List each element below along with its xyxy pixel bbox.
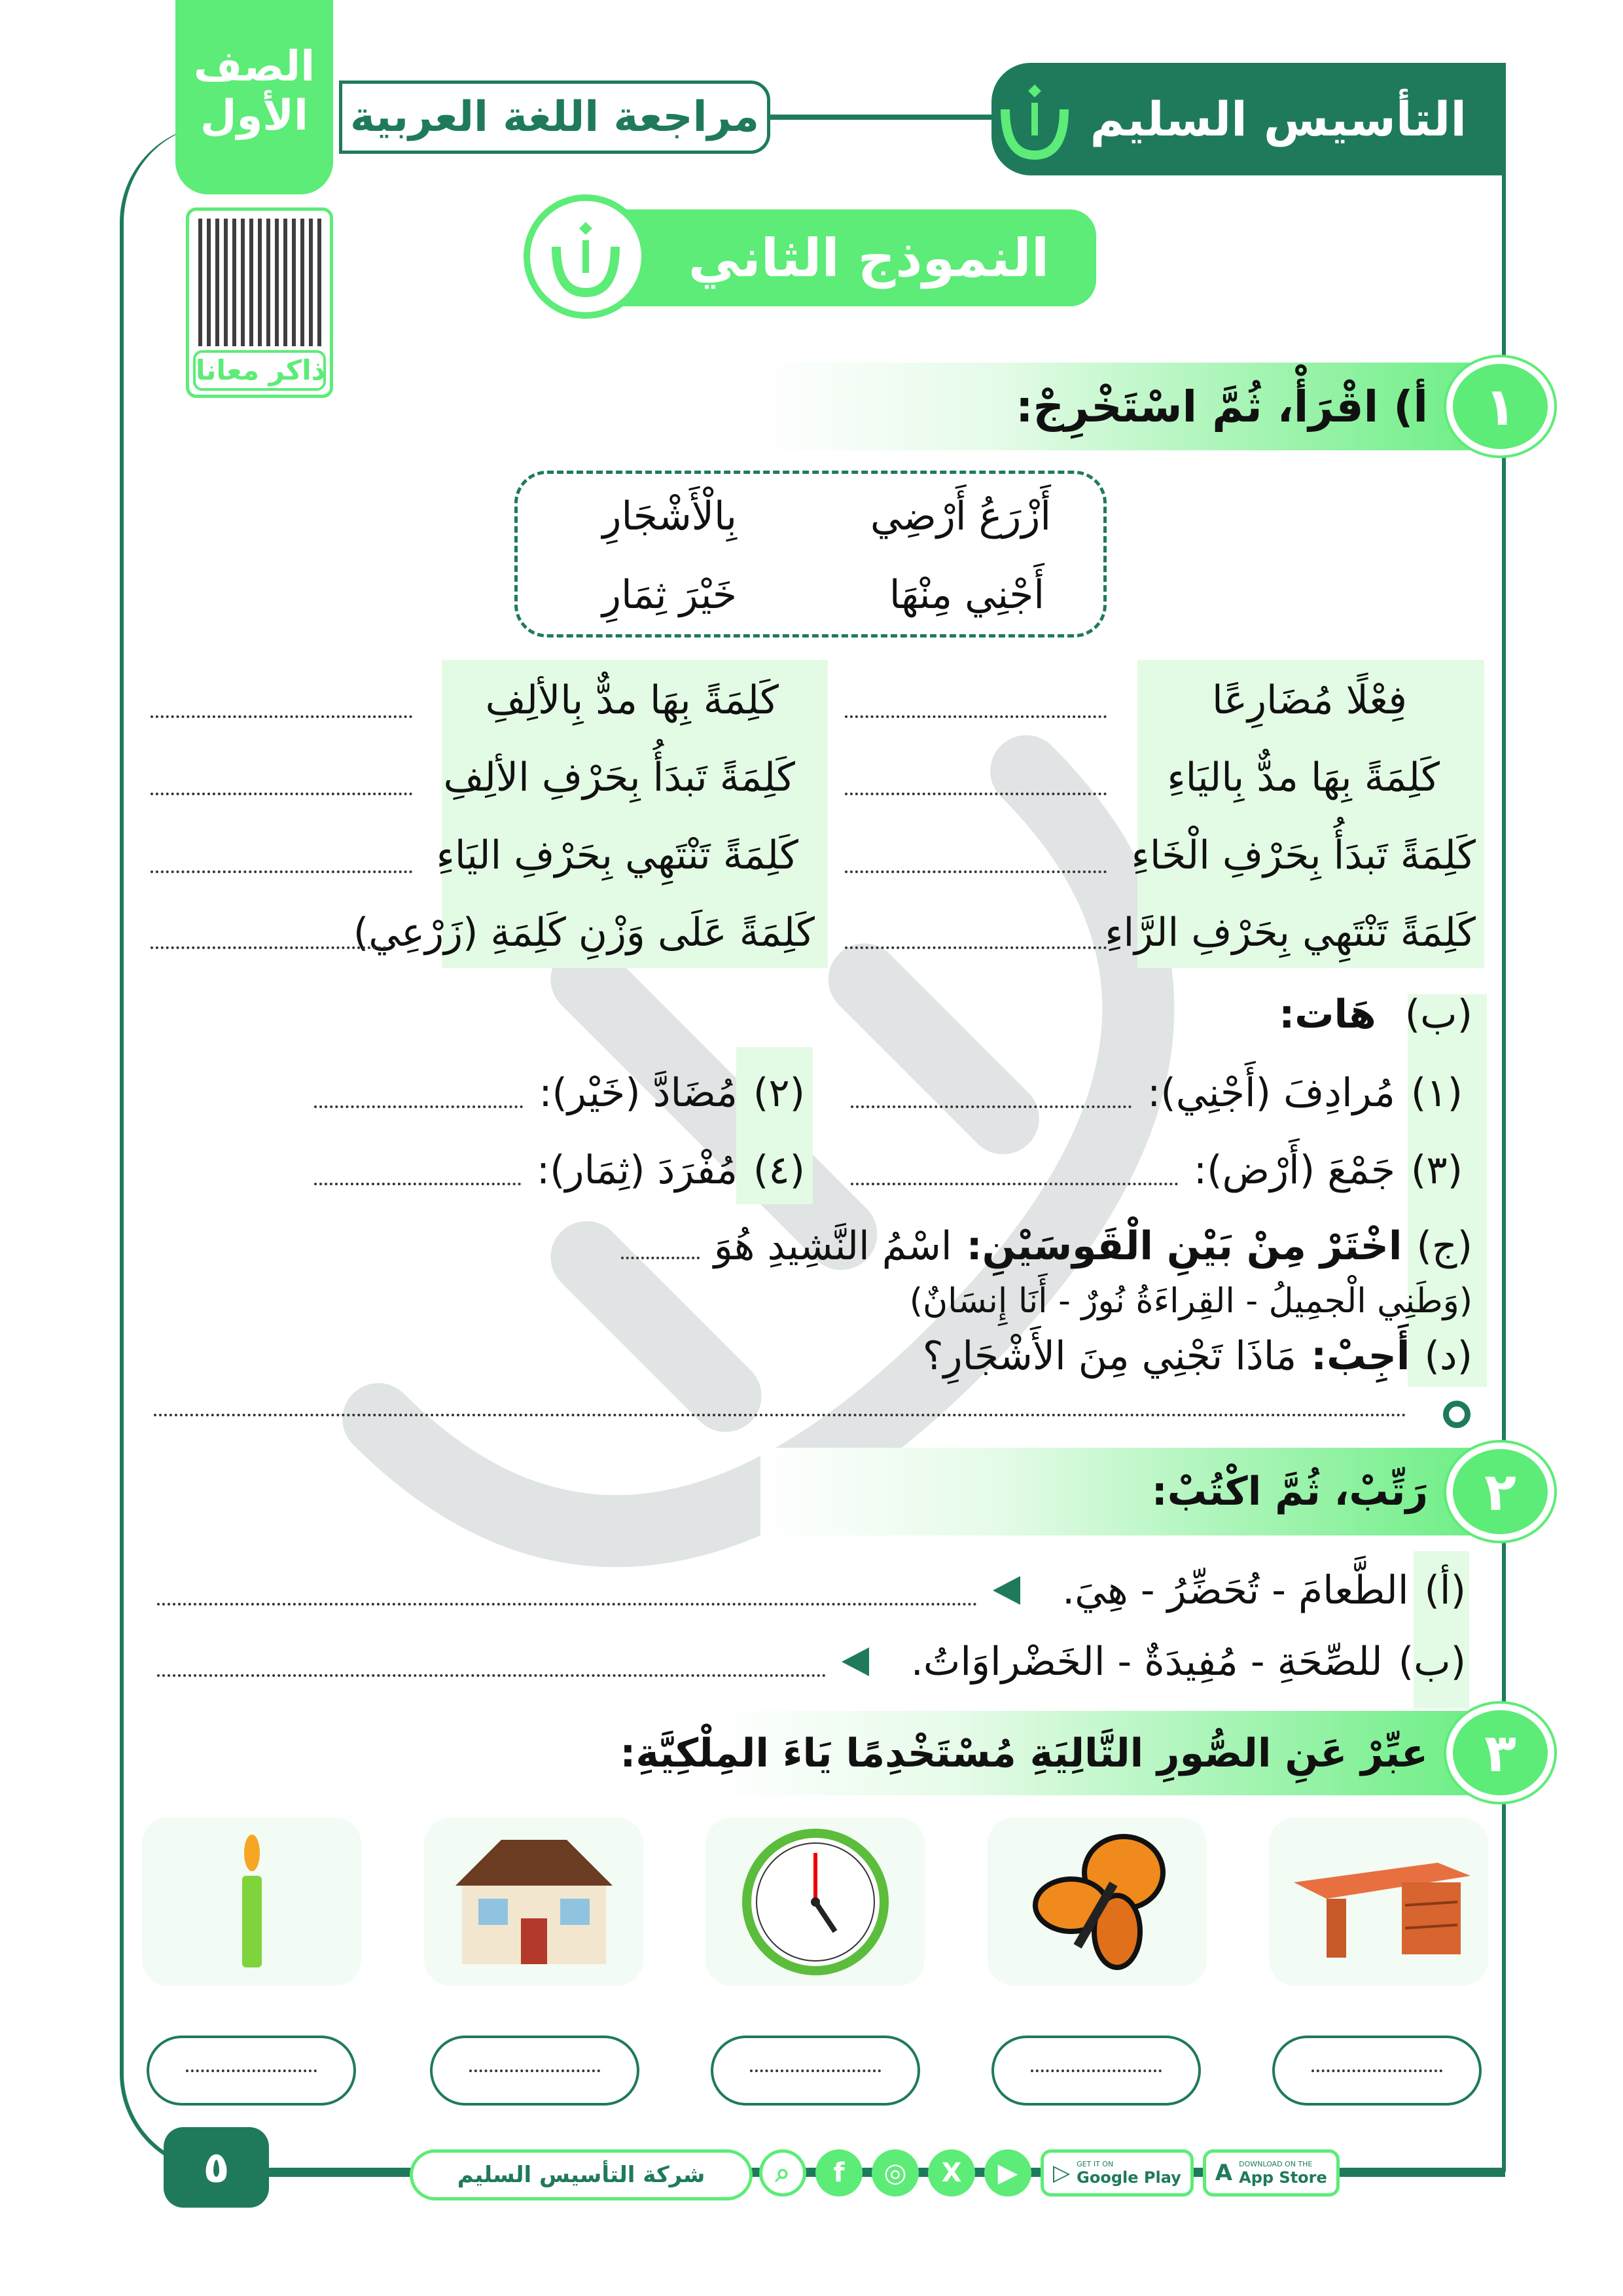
answer-line: [1311, 2070, 1442, 2072]
qr-code[interactable]: [186, 207, 333, 398]
app-store-icon: A: [1215, 2160, 1233, 2186]
answer-line[interactable]: [151, 946, 386, 949]
item-number: (١): [1410, 1070, 1463, 1116]
answer-field[interactable]: [147, 2036, 356, 2106]
section3-number: ٣: [1446, 1704, 1554, 1802]
prompt: فِعْلًا مُضَارِعًا: [1211, 677, 1407, 723]
item-text: للصِّحَةِ - مُفِيدَةٌ - الخَضْراوَاتُ.: [910, 1639, 1383, 1685]
brand-logo-icon: [999, 77, 1071, 162]
search-icon[interactable]: ⌕: [759, 2149, 806, 2197]
badge-label: Google Play: [1077, 2168, 1181, 2187]
answer-line[interactable]: [157, 1603, 977, 1605]
badge-small: DOWNLOAD ON THE: [1239, 2159, 1313, 2168]
instagram-icon[interactable]: ◎: [872, 2149, 919, 2197]
desk-image: [1269, 1818, 1488, 1986]
prompt: كَلِمَةً بِهَا مدٌّ بِالألِفِ: [485, 677, 779, 723]
badge-small: GET IT ON: [1077, 2159, 1114, 2168]
part-b-header: [851, 985, 1472, 1044]
facebook-icon[interactable]: f: [815, 2149, 863, 2197]
brand-name: التأسيس السليم: [1090, 92, 1467, 147]
item-text: جَمْعَ (أَرْض):: [1193, 1147, 1395, 1193]
section3-header: [620, 1711, 1552, 1795]
prompt: كَلِمَةً بِهَا مدٌّ بِاليَاءِ: [1167, 755, 1440, 800]
part-c-label: (ج): [1416, 1223, 1472, 1269]
section1-title: أ) اقْرَأْ، ثُمَّ اسْتَخْرِجْ:: [1016, 381, 1428, 432]
divider: [770, 115, 993, 120]
company-name: شركة التأسيس السليم: [410, 2149, 753, 2200]
parts-c-d: [147, 1219, 1472, 1384]
prompt: كَلِمَةً تَبدَأُ بِحَرْفِ الألِفِ: [443, 755, 795, 800]
answer-line[interactable]: [151, 715, 412, 718]
logo-icon: [546, 214, 625, 299]
item-text: مُفْرَدَ (ثِمَار):: [536, 1147, 738, 1193]
part-2b: [157, 1632, 1466, 1691]
item-text: مُرادِفَ (أَجْنِي):: [1147, 1070, 1395, 1116]
part-d-line: [147, 1329, 1472, 1384]
qr-label: ذاكر معانا: [193, 350, 326, 391]
answer-field[interactable]: [991, 2036, 1201, 2106]
answer-line[interactable]: [621, 1257, 700, 1259]
youtube-icon[interactable]: ▶: [984, 2149, 1031, 2197]
play-icon: ▷: [1053, 2160, 1071, 2186]
section2-header: [760, 1448, 1552, 1535]
answer-line[interactable]: [851, 1105, 1132, 1108]
part-b-item: [851, 1141, 1463, 1200]
part-b-item: [314, 1141, 805, 1200]
answer-line[interactable]: [157, 1674, 826, 1677]
app-store-badge[interactable]: [1203, 2149, 1340, 2197]
answer-line[interactable]: [314, 1183, 521, 1185]
part-d-question: مَاذَا تَجْنِي مِنَ الأَشْجَارِ؟: [922, 1333, 1297, 1379]
part-b-item: [314, 1064, 805, 1122]
part-d-instruction: أَجِبْ:: [1311, 1333, 1410, 1379]
prompt: كَلِمَةً تَبدَأُ بِحَرْفِ الْخَاءِ: [1131, 833, 1476, 878]
section2-title: رَتِّبْ، ثُمَّ اكْتُبْ:: [1151, 1469, 1428, 1515]
passage-line: أَجْنِي مِنْهَا: [889, 572, 1044, 618]
candle-image: [142, 1818, 361, 1986]
x-icon[interactable]: X: [928, 2149, 975, 2197]
answer-field[interactable]: [711, 2036, 920, 2106]
item-text: الطَّعامَ - تُحَضِّرُ - هِيَ.: [1062, 1568, 1409, 1613]
passage-line: بِالْأَشْجَارِ: [602, 493, 737, 539]
part-2a: [157, 1561, 1466, 1620]
part-b-item: [851, 1064, 1463, 1122]
qr-pattern: [198, 219, 323, 346]
section3-title: عبِّرْ عَنِ الصُّورِ التَّالِيَةِ مُسْتَخْدِمًا يَاءَ المِلْكِيَّةِ:: [620, 1730, 1428, 1776]
item-number: (أ): [1424, 1568, 1466, 1613]
part-b-label: (ب): [1404, 992, 1472, 1037]
grade-tab: [175, 0, 333, 194]
answer-line[interactable]: [851, 1183, 1178, 1185]
answer-line[interactable]: [151, 870, 412, 873]
badge-label: App Store: [1239, 2168, 1327, 2187]
item-number: (٣): [1410, 1147, 1463, 1193]
arrow-icon: [842, 1647, 869, 1676]
answer-line[interactable]: [154, 1414, 1406, 1416]
grade-line2: الأول: [200, 92, 308, 140]
prompt: كَلِمَةً تَنْتَهِي بِحَرْفِ اليَاءِ: [436, 833, 798, 878]
page-number: ٥: [164, 2127, 269, 2208]
answer-field[interactable]: [430, 2036, 639, 2106]
section1-number: ١: [1446, 357, 1554, 456]
answer-line[interactable]: [845, 793, 1107, 795]
logo-badge: [524, 194, 648, 319]
part-c-line: [147, 1219, 1472, 1329]
model-title: النموذج الثاني: [576, 209, 1096, 306]
section2-number: ٢: [1446, 1443, 1554, 1541]
brand-banner: [991, 63, 1506, 175]
item-number: (ب): [1398, 1639, 1466, 1685]
answer-line: [186, 2070, 317, 2072]
item-number: (٤): [753, 1147, 805, 1193]
answer-line[interactable]: [845, 715, 1107, 718]
arrow-icon: [993, 1576, 1020, 1605]
part-b-title: هَات:: [1279, 992, 1376, 1037]
answer-line: [469, 2070, 600, 2072]
google-play-badge[interactable]: [1041, 2149, 1194, 2197]
passage-box: [514, 471, 1107, 637]
answer-line: [1031, 2070, 1162, 2072]
part-d-label: (د): [1424, 1333, 1472, 1379]
part-c-instruction: اخْتَرْ مِنْ بَيْنِ الْقَوسَيْنِ:: [966, 1223, 1402, 1269]
answer-line[interactable]: [151, 793, 412, 795]
part-c-question: اسْمُ النَّشِيدِ هُوَ: [713, 1223, 952, 1269]
item-number: (٢): [753, 1070, 805, 1116]
item-text: مُضَادَّ (خَيْر):: [539, 1070, 738, 1116]
answer-field[interactable]: [1272, 2036, 1482, 2106]
bullet-icon: [1443, 1401, 1471, 1428]
grade-line1: الصف: [193, 43, 315, 91]
answer-line[interactable]: [845, 870, 1107, 873]
prompt: كَلِمَةً عَلَى وَزْنِ كَلِمَةِ (زَرْعِي): [353, 910, 815, 956]
passage-line: خَيْرَ ثِمَارِ: [601, 572, 737, 618]
prompt: كَلِمَةً تَنْتَهِي بِحَرْفِ الرَّاءِ: [1105, 910, 1476, 956]
part-c-choices: (وَطَنِي الْجمِيلُ - القِراءَةُ نُورٌ - أَنَا إِنسَانٌ): [909, 1282, 1472, 1321]
passage-line: أَزْرَعُ أَرْضِي: [870, 493, 1051, 539]
subject-title: مراجعة اللغة العربية: [339, 81, 770, 154]
clock-image: [705, 1818, 925, 1986]
section1-header: [760, 363, 1552, 450]
butterfly-image: [988, 1818, 1207, 1986]
answer-line: [750, 2070, 881, 2072]
answer-line[interactable]: [314, 1105, 523, 1108]
house-image: [424, 1818, 643, 1986]
answer-line[interactable]: [845, 946, 1107, 949]
